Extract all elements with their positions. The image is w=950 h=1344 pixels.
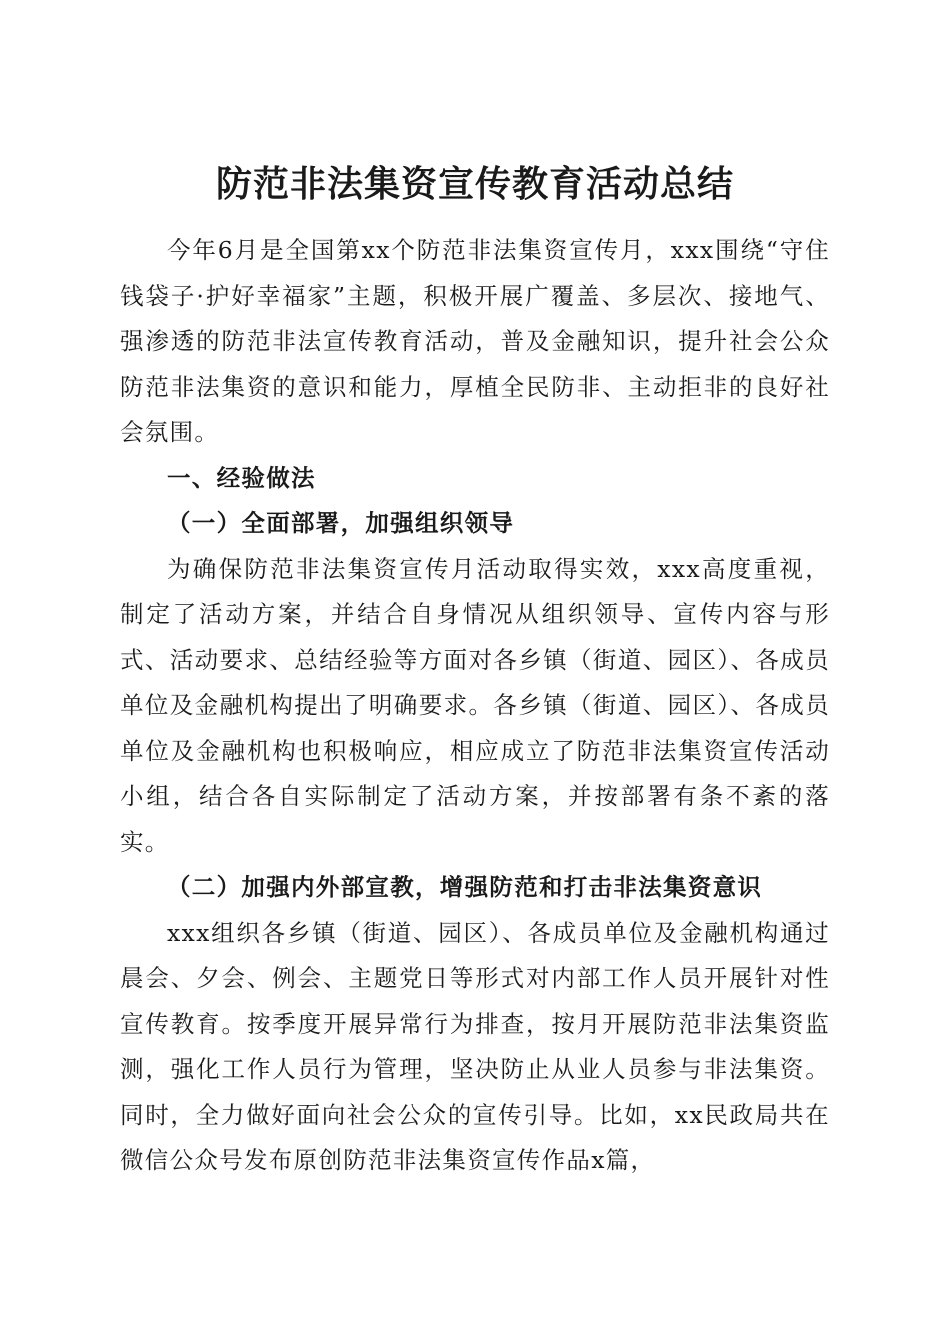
document-title: 防范非法集资宣传教育活动总结	[215, 163, 734, 206]
education-paragraph: xxx组织各乡镇（街道、园区）、各成员单位及金融机构通过晨会、夕会、例会、主题党日等形式对内部工作人员开展针对性宣传教育。按季度开展异常行为排查，按月开展防范非法集资监测，强化工作人员行为管理，坚决防止从业人员参与非法集资。同时，全力做好面向社会公众的宣传引导。比如，xx民政局共在微信公众号发布原创防范非法集资宣传作品x篇，	[120, 918, 830, 1174]
section-heading-experience: 一、经验做法	[167, 463, 316, 492]
deployment-paragraph: 为确保防范非法集资宣传月活动取得实效，xxx高度重视，制定了活动方案，并结合自身情况从组织领导、宣传内容与形式、活动要求、总结经验等方面对各乡镇（街道、园区）、各成员单位及金融机构提出了明确要求。各乡镇（街道、园区）、各成员单位及金融机构也积极响应，相应成立了防范非法集资宣传活动小组，结合各自实际制定了活动方案，并按部署有条不紊的落实。	[120, 554, 830, 856]
document-body	[120, 228, 830, 1184]
subsection-heading-education: （二）加强内外部宣教，增强防范和打击非法集资意识	[167, 873, 763, 901]
intro-paragraph: 今年6月是全国第xx个防范非法集资宣传月，xxx围绕“守住钱袋子·护好幸福家”主题，积极开展广覆盖、多层次、接地气、强渗透的防范非法宣传教育活动，普及金融知识，提升社会公众防范非法集资的意识和能力，厚植全民防非、主动拒非的良好社会氛围。	[120, 236, 830, 446]
subsection-heading-deployment: （一）全面部署，加强组织领导	[167, 509, 515, 537]
